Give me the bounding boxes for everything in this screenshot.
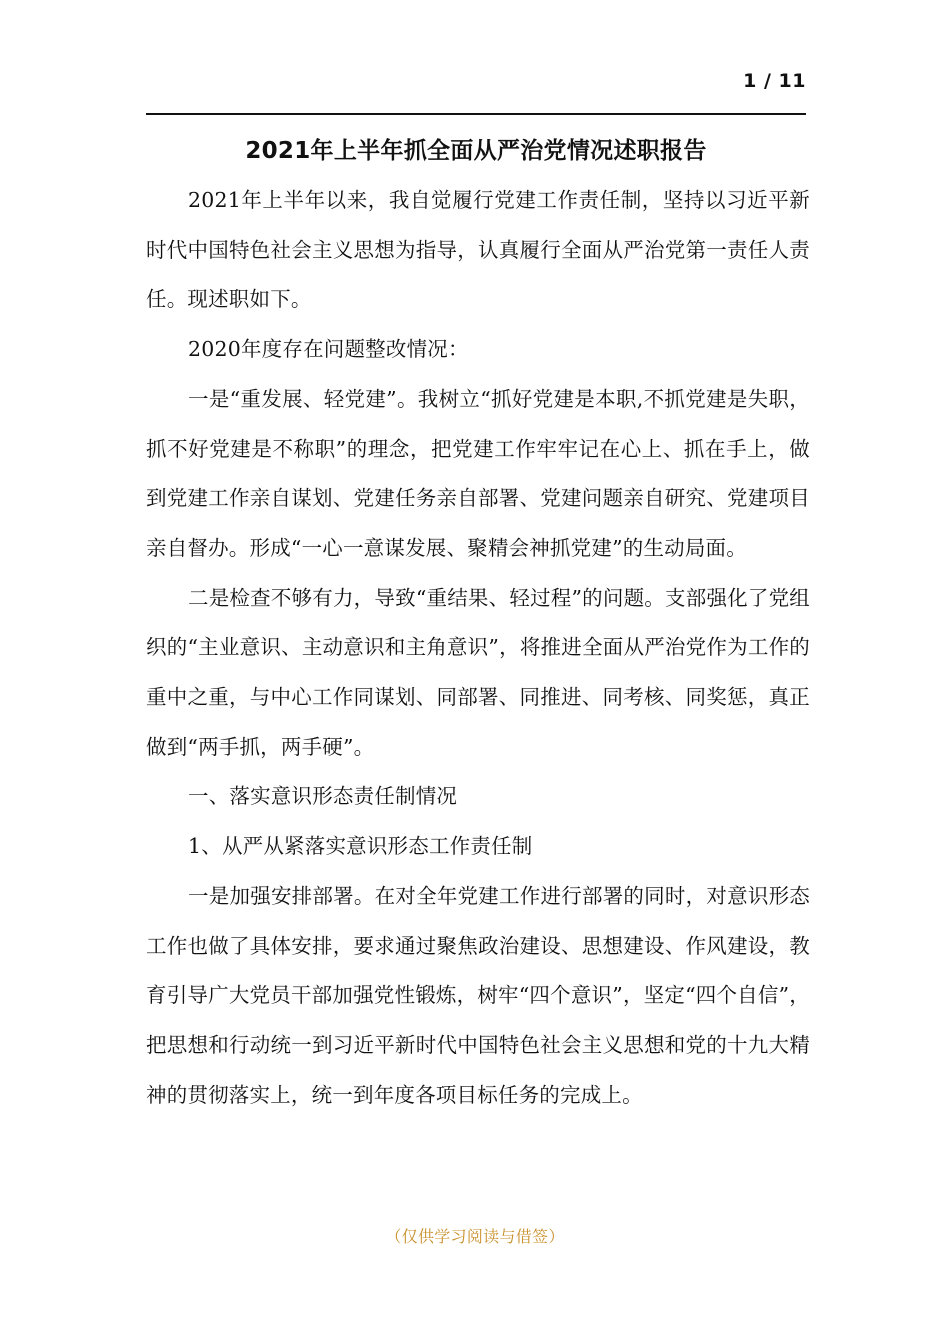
rectification-heading: 2020年度存在问题整改情况： [188,337,469,362]
document-title: 2021年上半年抓全面从严治党情况述职报告 [245,138,707,164]
arrangement-paragraph: 一是加强安排部署。在对全年党建工作进行部署的同时，对意识形态工作也做了具体安排，要求通过聚焦政治建设、思想建设、作风建设，教育引导广大党员干部加强党性锻炼，树牢“四个意识”，坚定“四个自信”，把思想和行动统一到习近平新时代中国特色社会主义思想和党的十九大精神的贯彻落实上，统一到年度各项目标任务的完成上。 [146,883,810,1107]
intro-paragraph: 2021年上半年以来，我自觉履行党建工作责任制，坚持以习近平新时代中国特色社会主义思想为指导，认真履行全面从严治党第一责任人责任。现述职如下。 [146,188,810,312]
page-number: 1 / 11 [743,70,806,92]
issue-one-paragraph: 一是“重发展、轻党建”。我树立“抓好党建是本职,不抓党建是失职，抓不好党建是不称职”的理念，把党建工作牢牢记在心上、抓在手上，做到党建工作亲自谋划、党建任务亲自部署、党建问题亲自研究、党建项目亲自督办。形成“一心一意谋发展、聚精会神抓党建”的生动局面。 [146,386,810,560]
document-body [146,176,810,1120]
header-divider [146,113,806,115]
section-one-heading: 一、落实意识形态责任制情况 [188,784,458,809]
footer-note: （仅供学习阅读与借签） [385,1227,565,1246]
subsection-one-heading: 1、从严从紧落实意识形态工作责任制 [188,834,533,859]
issue-two-paragraph: 二是检查不够有力，导致“重结果、轻过程”的问题。支部强化了党组织的“主业意识、主动意识和主角意识”，将推进全面从严治党作为工作的重中之重，与中心工作同谋划、同部署、同推进、同考核、同奖惩，真正做到“两手抓，两手硬”。 [146,585,810,759]
